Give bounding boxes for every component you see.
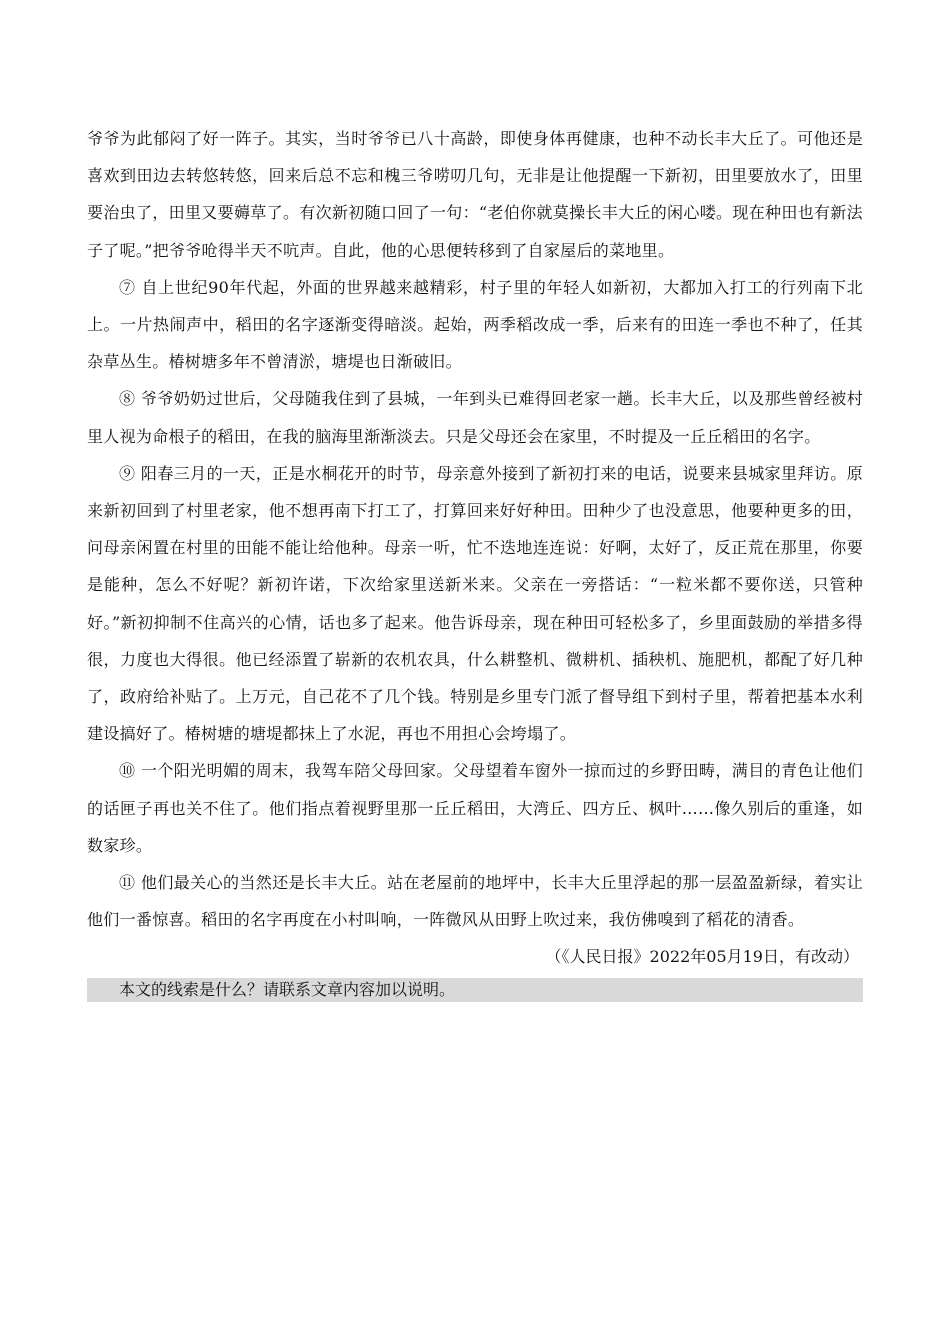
paragraph-10: ⑩ 一个阳光明媚的周末，我驾车陪父母回家。父母望着车窗外一掠而过的乡野田畴，满目的青色让他们的话匣子再也关不住了。他们指点着视野里那一丘丘稻田，大湾丘、四方丘、枫叶……像久别后的重逢，如数家珍。: [87, 761, 863, 855]
paragraph-9: ⑨ 阳春三月的一天，正是水桐花开的时节，母亲意外接到了新初打来的电话，说要来县城家里拜访。原来新初回到了村里老家，他不想再南下打工了，打算回来好好种田。田种少了也没意思，他要种更多的田，问母亲闲置在村里的田能不能让给他种。母亲一听，忙不迭地连连说：好啊，太好了，反正荒在那里，你要是能种，怎么不好呢？新初许诺，下次给家里送新米来。父亲在一旁搭话：“一粒米都不要你送，只管种好。”新初抑制不住高兴的心情，话也多了起来。他告诉母亲，现在种田可轻松多了，乡里面鼓励的举措多得很，力度也大得很。他已经添置了崭新的农机农具，什么耕整机、微耕机、插秧机、施肥机，都配了好几种了，政府给补贴了。上万元，自己花不了几个钱。特别是乡里专门派了督导组下到村子里，帮着把基本水利建设搞好了。椿树塘的塘堤都抹上了水泥，再也不用担心会垮塌了。: [87, 463, 863, 744]
paragraph-11: ⑪ 他们最关心的当然还是长丰大丘。站在老屋前的地坪中，长丰大丘里浮起的那一层盈盈新绿，着实让他们一番惊喜。稻田的名字再度在小村叫响，一阵微风从田野上吹过来，我仿佛嗅到了稻花的清香。: [87, 873, 863, 930]
paragraph-8: ⑧ 爷爷奶奶过世后，父母随我住到了县城，一年到头已难得回老家一趟。长丰大丘，以及那些曾经被村里人视为命根子的稻田，在我的脑海里渐渐淡去。只是父母还会在家里，不时提及一丘丘稻田的名字。: [87, 389, 863, 446]
article-source: （《人民日报》2022年05月19日，有改动）: [545, 947, 859, 967]
paragraph-6-continued: 爷爷为此郁闷了好一阵子。其实，当时爷爷已八十高龄，即使身体再健康，也种不动长丰大丘了。可他还是喜欢到田边去转悠转悠，回来后总不忘和槐三爷唠叨几句，无非是让他提醒一下新初，田里要放水了，田里要治虫了，田里又要薅草了。有次新初随口回了一句：“老伯你就莫操长丰大丘的闲心喽。现在种田也有新法子了呢。”把爷爷呛得半天不吭声。自此，他的心思便转移到了自家屋后的菜地里。: [87, 129, 863, 260]
document-page: [87, 120, 863, 1002]
question-prompt: 本文的线索是什么？请联系文章内容加以说明。: [87, 978, 863, 1002]
paragraph-7: ⑦ 自上世纪90年代起，外面的世界越来越精彩，村子里的年轻人如新初，大都加入打工的行列南下北上。一片热闹声中，稻田的名字逐渐变得暗淡。起始，两季稻改成一季，后来有的田连一季也不种了，任其杂草丛生。椿树塘多年不曾清淤，塘堤也日渐破旧。: [87, 277, 863, 372]
